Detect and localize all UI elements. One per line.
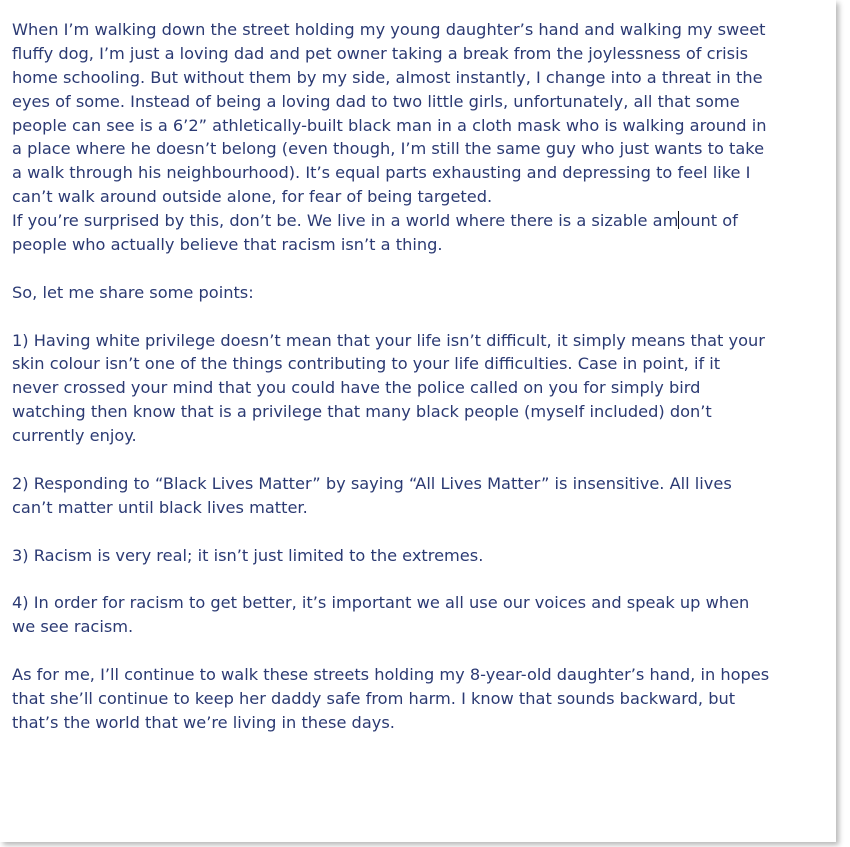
point-3: [12, 544, 842, 568]
closing-paragraph: [12, 663, 842, 735]
text-line: can’t walk around outside alone, for fear of being targeted.: [12, 187, 493, 207]
text-line: As for me, I’ll continue to walk these streets holding my 8-year-old daughter’s hand, in hopes: [12, 665, 770, 685]
text-line-with-cursor: [12, 209, 842, 233]
document-body[interactable]: [12, 18, 842, 735]
blank-line: [12, 257, 842, 281]
text-line: we see racism.: [12, 617, 134, 637]
point-2: [12, 472, 842, 520]
point-1: [12, 329, 842, 448]
paragraph-walking: [12, 18, 842, 209]
blank-line: [12, 448, 842, 472]
text-line: that she’ll continue to keep her daddy safe from harm. I know that sounds backward, but: [12, 688, 736, 708]
text-line: never crossed your mind that you could have the police called on you for simply bird: [12, 378, 701, 398]
text-line: watching then know that is a privilege that many black people (myself included) don’t: [12, 402, 712, 422]
text-line: can’t matter until black lives matter.: [12, 497, 308, 517]
text-line: a place where he doesn’t belong (even though, I’m still the same guy who just wants to take: [12, 139, 765, 159]
text-line: 2) Responding to “Black Lives Matter” by saying “All Lives Matter” is insensitive. All lives: [12, 473, 732, 493]
point-4: [12, 591, 842, 639]
blank-line: [12, 305, 842, 329]
text-line: eyes of some. Instead of being a loving dad to two little girls, unfortunately, all that some: [12, 91, 740, 111]
text-line: people who actually believe that racism isn’t a thing.: [12, 235, 443, 255]
text-line: currently enjoy.: [12, 426, 137, 446]
text-before-cursor: If you’re surprised by this, don’t be. We live in a world where there is a sizable am: [12, 211, 679, 231]
intro-line: So, let me share some points:: [12, 282, 254, 302]
text-line: home schooling. But without them by my side, almost instantly, I change into a threat in the: [12, 67, 763, 87]
text-line: a walk through his neighbourhood). It’s equal parts exhausting and depressing to feel like I: [12, 163, 751, 183]
text-line: When I’m walking down the street holding my young daughter’s hand and walking my sweet: [12, 20, 766, 39]
text-after-cursor: ount of: [680, 211, 738, 231]
blank-line: [12, 639, 842, 663]
blank-line: [12, 567, 842, 591]
paragraph-surprised: [12, 209, 842, 257]
text-line: 3) Racism is very real; it isn’t just limited to the extremes.: [12, 545, 484, 565]
text-line: skin colour isn’t one of the things contributing to your life difficulties. Case in point, if it: [12, 354, 721, 374]
text-line: 1) Having white privilege doesn’t mean that your life isn’t difficult, it simply means that your: [12, 330, 765, 350]
text-line: 4) In order for racism to get better, it’s important we all use our voices and speak up when: [12, 593, 750, 613]
text-line: fluffy dog, I’m just a loving dad and pet owner taking a break from the joylessness of crisis: [12, 43, 749, 63]
blank-line: [12, 520, 842, 544]
text-line: that’s the world that we’re living in these days.: [12, 712, 395, 732]
text-line: people can see is a 6’2” athletically-built black man in a cloth mask who is walking around in: [12, 115, 767, 135]
